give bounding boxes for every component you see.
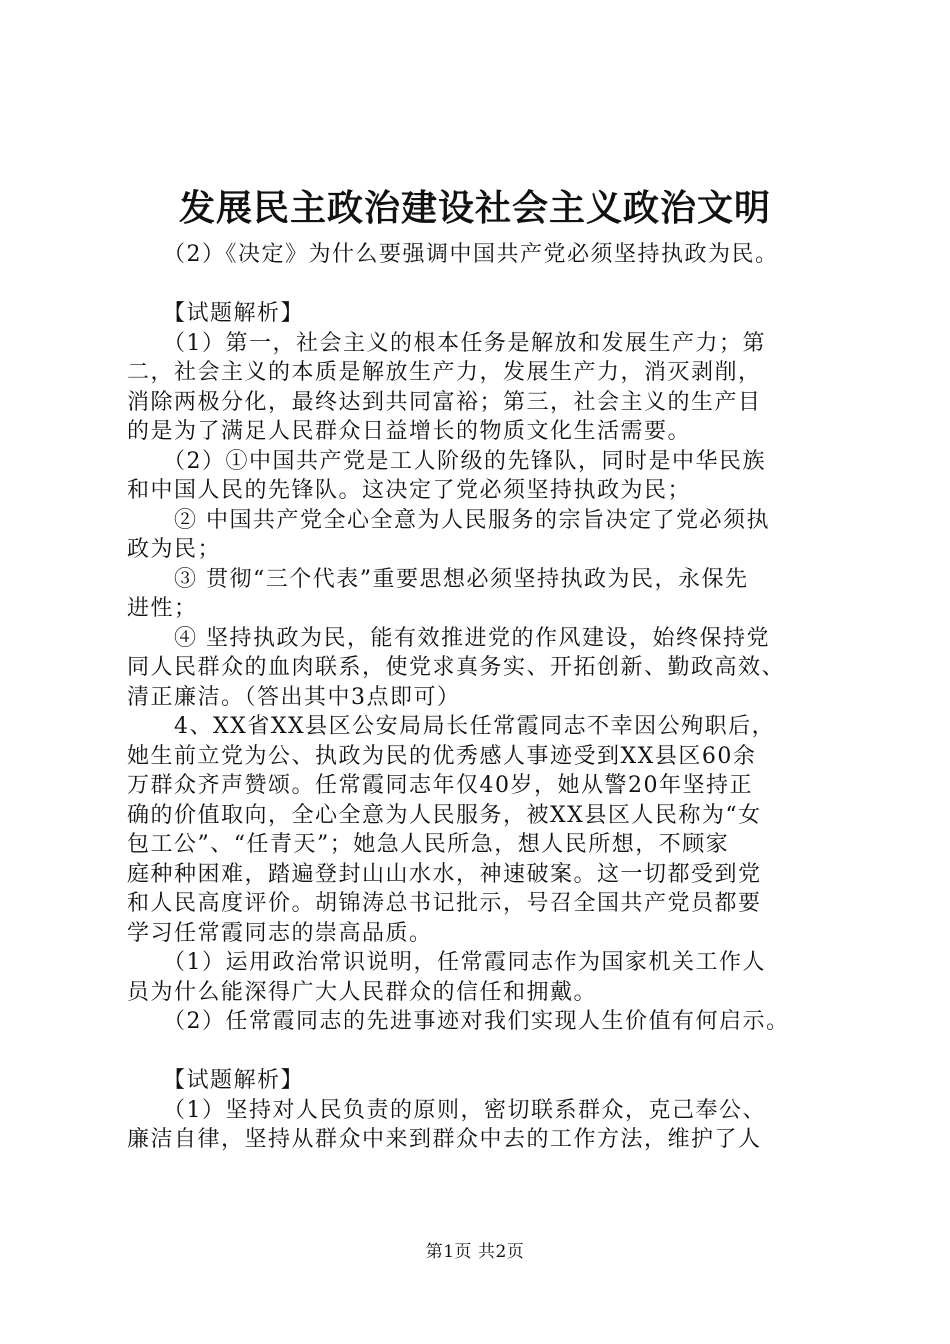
text-line: 和中国人民的先锋队。这决定了党必须坚持执政为民； — [127, 478, 692, 503]
text-line: 员为什么能深得广大人民群众的信任和拥戴。 — [127, 979, 598, 1005]
text-line: 4、XX省XX县区公安局局长任常霞同志不幸因公殉职后， — [127, 714, 776, 739]
paragraph-gap — [127, 1037, 827, 1067]
text-line: 包工公”、“任青天”；她急人民所急，想人民所想，不顾家 — [127, 832, 730, 857]
text-line: 清正廉洁。（答出其中3点即可） — [127, 684, 461, 710]
text-line: （2）①中国共产党是工人阶级的先锋队，同时是中华民族 — [127, 448, 766, 474]
text-line: 庭种种困难，踏遍登封山山水水，神速破案。这一切都受到党 — [127, 861, 762, 887]
paragraph-gap — [127, 270, 827, 300]
text-line: ④ 坚持执政为民，能有效推进党的作风建设，始终保持党 — [127, 625, 770, 651]
text-line: 【试题解析】 — [127, 301, 305, 326]
text-line: ② 中国共产党全心全意为人民服务的宗旨决定了党必须执 — [127, 507, 770, 533]
text-line: 万群众齐声赞颂。任常霞同志年仅40岁，她从警20年坚持正 — [127, 773, 753, 798]
text-line: 和人民高度评价。胡锦涛总书记批示，号召全国共产党员都要 — [127, 891, 762, 916]
document-body — [127, 240, 827, 1155]
text-line: 确的价值取向，全心全意为人民服务，被XX县区人民称为“女 — [127, 802, 762, 828]
text-line: 进性； — [127, 596, 198, 621]
text-line: 二，社会主义的本质是解放生产力，发展生产力，消灭剥削， — [127, 360, 762, 385]
text-line: 消除两极分化，最终达到共同富裕；第三，社会主义的生产目 — [127, 389, 762, 415]
text-line: （2）《决定》为什么要强调中国共产党必须坚持执政为民。 — [127, 242, 779, 267]
text-line: ③ 贯彻“三个代表”重要思想必须坚持执政为民，永保先 — [127, 566, 749, 592]
text-line: 同人民群众的血肉联系，使党求真务实、开拓创新、勤政高效、 — [127, 655, 786, 680]
text-line: 政为民； — [127, 537, 222, 562]
text-line: 的是为了满足人民群众日益增长的物质文化生活需要。 — [127, 419, 692, 444]
text-line: 学习任常霞同志的崇高品质。 — [127, 920, 433, 946]
text-line: （1）运用政治常识说明，任常霞同志作为国家机关工作人 — [127, 950, 766, 975]
text-line: 廉洁自律，坚持从群众中来到群众中去的工作方法，维护了人 — [127, 1127, 762, 1152]
text-line: （2）任常霞同志的先进事迹对我们实现人生价值有何启示。 — [127, 1009, 790, 1034]
text-line: （1）坚持对人民负责的原则，密切联系群众，克己奉公、 — [127, 1097, 766, 1123]
text-line: 她生前立党为公、执政为民的优秀感人事迹受到XX县区60余 — [127, 743, 757, 769]
page-footer: 第1页 共2页 — [425, 1242, 525, 1262]
text-line: 【试题解析】 — [127, 1068, 305, 1093]
text-line: （1）第一，社会主义的根本任务是解放和发展生产力；第 — [127, 330, 766, 356]
document-title: 发展民主政治建设社会主义政治文明 — [178, 187, 771, 229]
